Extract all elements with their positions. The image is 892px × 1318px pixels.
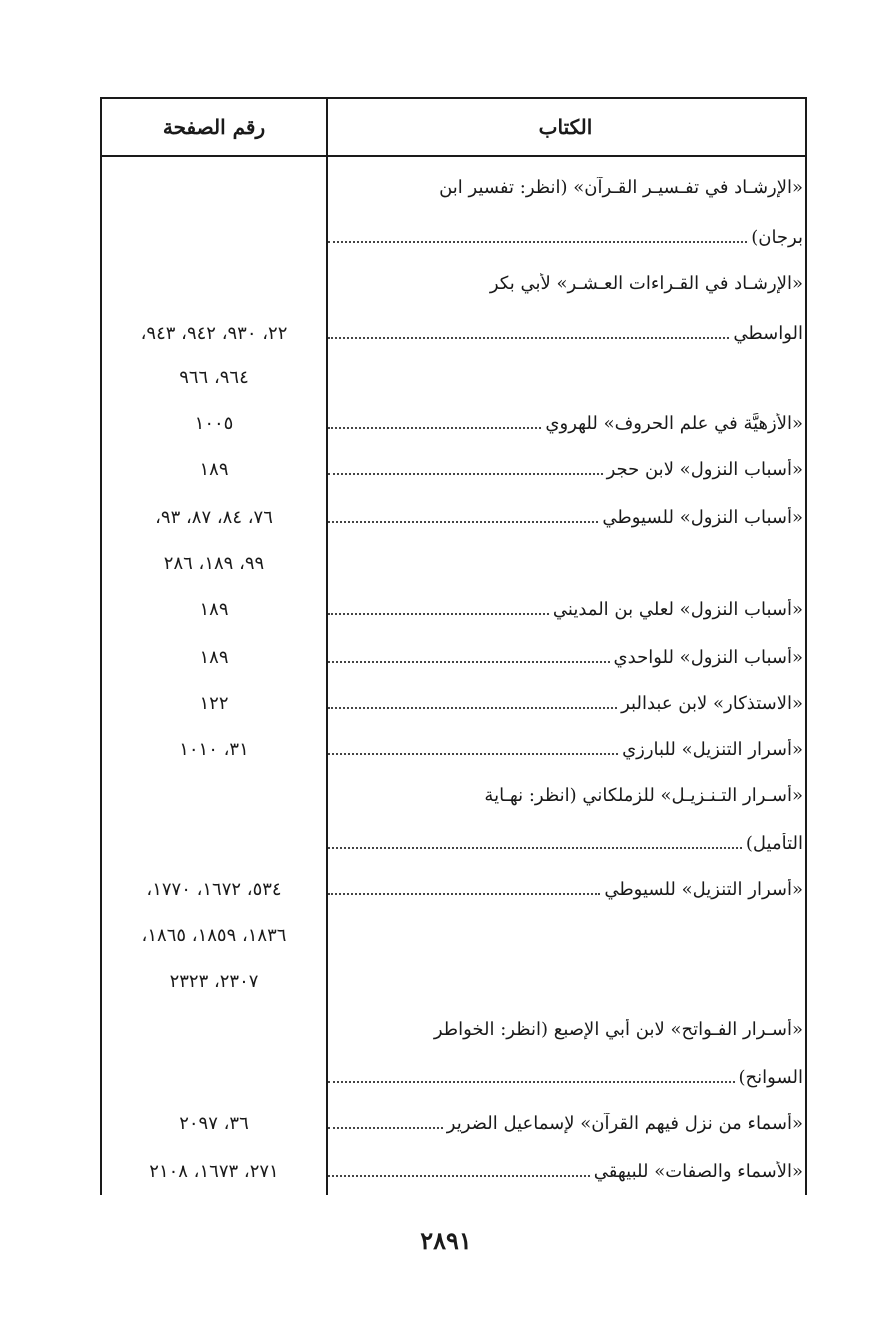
book-title: برجان) bbox=[751, 227, 803, 248]
book-title: «أسـرار التـنـزيـل» للزملكاني (انظر: نهـاية bbox=[484, 785, 803, 806]
book-cell bbox=[326, 553, 805, 587]
book-title: «الإرشـاد في القـراءات العـشـر» لأبي بكر bbox=[489, 273, 803, 294]
page-numbers-cell bbox=[102, 1019, 326, 1053]
book-cell bbox=[326, 367, 805, 401]
page-numbers-cell: ٣٦، ٢٠٩٧ bbox=[179, 1113, 249, 1134]
book-cell bbox=[326, 323, 805, 357]
book-cell bbox=[326, 273, 805, 307]
book-title: السوانح) bbox=[738, 1067, 803, 1088]
table-row bbox=[102, 367, 805, 401]
book-cell bbox=[326, 833, 805, 867]
table-row bbox=[102, 507, 805, 541]
dot-leader bbox=[328, 1174, 590, 1177]
dot-leader bbox=[328, 336, 729, 339]
book-title: «أسباب النزول» للسيوطي bbox=[602, 507, 803, 528]
page-numbers-cell: ١٠٠٥ bbox=[194, 413, 234, 434]
book-cell bbox=[326, 1113, 805, 1147]
page-numbers-cell bbox=[102, 273, 326, 307]
table-row bbox=[102, 833, 805, 867]
dot-leader bbox=[328, 660, 610, 663]
page-numbers-cell: ٩٩، ١٨٩، ٢٨٦ bbox=[163, 553, 265, 574]
book-cell bbox=[326, 879, 805, 913]
dot-leader bbox=[328, 846, 742, 849]
book-cell bbox=[326, 599, 805, 633]
book-title: «الأسماء والصفات» للبيهقي bbox=[593, 1161, 803, 1182]
table-row bbox=[102, 739, 805, 773]
table-row bbox=[102, 413, 805, 447]
page-numbers-cell bbox=[102, 177, 326, 211]
book-title: «الاستذكار» لابن عبدالبر bbox=[621, 693, 803, 714]
table-row bbox=[102, 785, 805, 819]
book-cell bbox=[326, 177, 805, 211]
dot-leader bbox=[328, 472, 603, 475]
book-cell bbox=[326, 459, 805, 493]
page-numbers-cell bbox=[102, 1067, 326, 1101]
dot-leader bbox=[328, 752, 618, 755]
table-row bbox=[102, 693, 805, 727]
book-cell bbox=[326, 1019, 805, 1053]
book-title: «الأزهيَّة في علم الحروف» للهروي bbox=[545, 413, 803, 434]
book-cell bbox=[326, 507, 805, 541]
dot-leader bbox=[328, 240, 747, 243]
dot-leader bbox=[328, 1080, 735, 1083]
dot-leader bbox=[328, 706, 617, 709]
page-numbers-cell bbox=[102, 785, 326, 819]
table-row bbox=[102, 227, 805, 261]
table-row bbox=[102, 553, 805, 587]
page-numbers-cell: ٥٣٤، ١٦٧٢، ١٧٧٠، bbox=[146, 879, 282, 900]
table-row bbox=[102, 459, 805, 493]
book-cell bbox=[326, 647, 805, 681]
dot-leader bbox=[328, 612, 549, 615]
book-column-header: الكتاب bbox=[538, 115, 593, 139]
book-title: «أسماء من نزل فيهم القرآن» لإسماعيل الضرير bbox=[446, 1113, 803, 1134]
table-row bbox=[102, 1161, 805, 1195]
book-title: «أسرار التنزيل» للسيوطي bbox=[604, 879, 803, 900]
page-numbers-cell: ٣١، ١٠١٠ bbox=[179, 739, 249, 760]
book-cell bbox=[326, 785, 805, 819]
book-cell bbox=[326, 413, 805, 447]
book-cell bbox=[326, 971, 805, 1005]
table-row bbox=[102, 273, 805, 307]
dot-leader bbox=[328, 892, 600, 895]
book-title: «أسباب النزول» للواحدي bbox=[613, 647, 803, 668]
page-numbers-cell: ٢٣٠٧، ٢٣٢٣ bbox=[169, 971, 259, 992]
page-numbers-cell: ١٨٩ bbox=[199, 459, 229, 480]
page-column-header: رقم الصفحة bbox=[162, 115, 266, 139]
book-title: «أسباب النزول» لابن حجر bbox=[606, 459, 803, 480]
table-row bbox=[102, 879, 805, 913]
table-row bbox=[102, 1113, 805, 1147]
table-row bbox=[102, 323, 805, 357]
book-title: «أسـرار الفـواتح» لابن أبي الإصبع (انظر: الخواطر bbox=[433, 1019, 803, 1040]
book-cell bbox=[326, 739, 805, 773]
dot-leader bbox=[328, 520, 598, 523]
page-numbers-cell: ١٨٩ bbox=[199, 647, 229, 668]
page-numbers-cell bbox=[102, 227, 326, 261]
page-number: ٢٨٩١ bbox=[420, 1226, 472, 1255]
book-title: «أسرار التنزيل» للبارزي bbox=[622, 739, 803, 760]
book-cell bbox=[326, 1161, 805, 1195]
book-cell bbox=[326, 227, 805, 261]
table-row bbox=[102, 599, 805, 633]
page-numbers-cell: ١٢٢ bbox=[199, 693, 229, 714]
table-row bbox=[102, 1019, 805, 1053]
page-numbers-cell: ٢٢، ٩٣٠، ٩٤٢، ٩٤٣، bbox=[140, 323, 288, 344]
table-row bbox=[102, 971, 805, 1005]
page-numbers-cell: ١٨٣٦، ١٨٥٩، ١٨٦٥، bbox=[141, 925, 287, 946]
table-row bbox=[102, 177, 805, 211]
book-title: «أسباب النزول» لعلي بن المديني bbox=[552, 599, 803, 620]
page-numbers-cell: ٩٦٤، ٩٦٦ bbox=[179, 367, 249, 388]
book-title: «الإرشـاد في تفـسيـر القـرآن» (انظر: تفسير ابن bbox=[439, 177, 803, 198]
book-title: الواسطي bbox=[733, 323, 803, 344]
book-cell bbox=[326, 693, 805, 727]
header-rule bbox=[102, 155, 805, 157]
table-row bbox=[102, 647, 805, 681]
page-numbers-cell bbox=[102, 833, 326, 867]
page-numbers-cell: ١٨٩ bbox=[199, 599, 229, 620]
dot-leader bbox=[328, 426, 541, 429]
book-cell bbox=[326, 1067, 805, 1101]
page-numbers-cell: ٢٧١، ١٦٧٣، ٢١٠٨ bbox=[149, 1161, 279, 1182]
book-cell bbox=[326, 925, 805, 959]
index-table bbox=[100, 97, 807, 1195]
page-numbers-cell: ٧٦، ٨٤، ٨٧، ٩٣، bbox=[155, 507, 273, 528]
book-title: التأميل) bbox=[745, 833, 803, 854]
table-row bbox=[102, 925, 805, 959]
table-row bbox=[102, 1067, 805, 1101]
dot-leader bbox=[328, 1126, 443, 1129]
